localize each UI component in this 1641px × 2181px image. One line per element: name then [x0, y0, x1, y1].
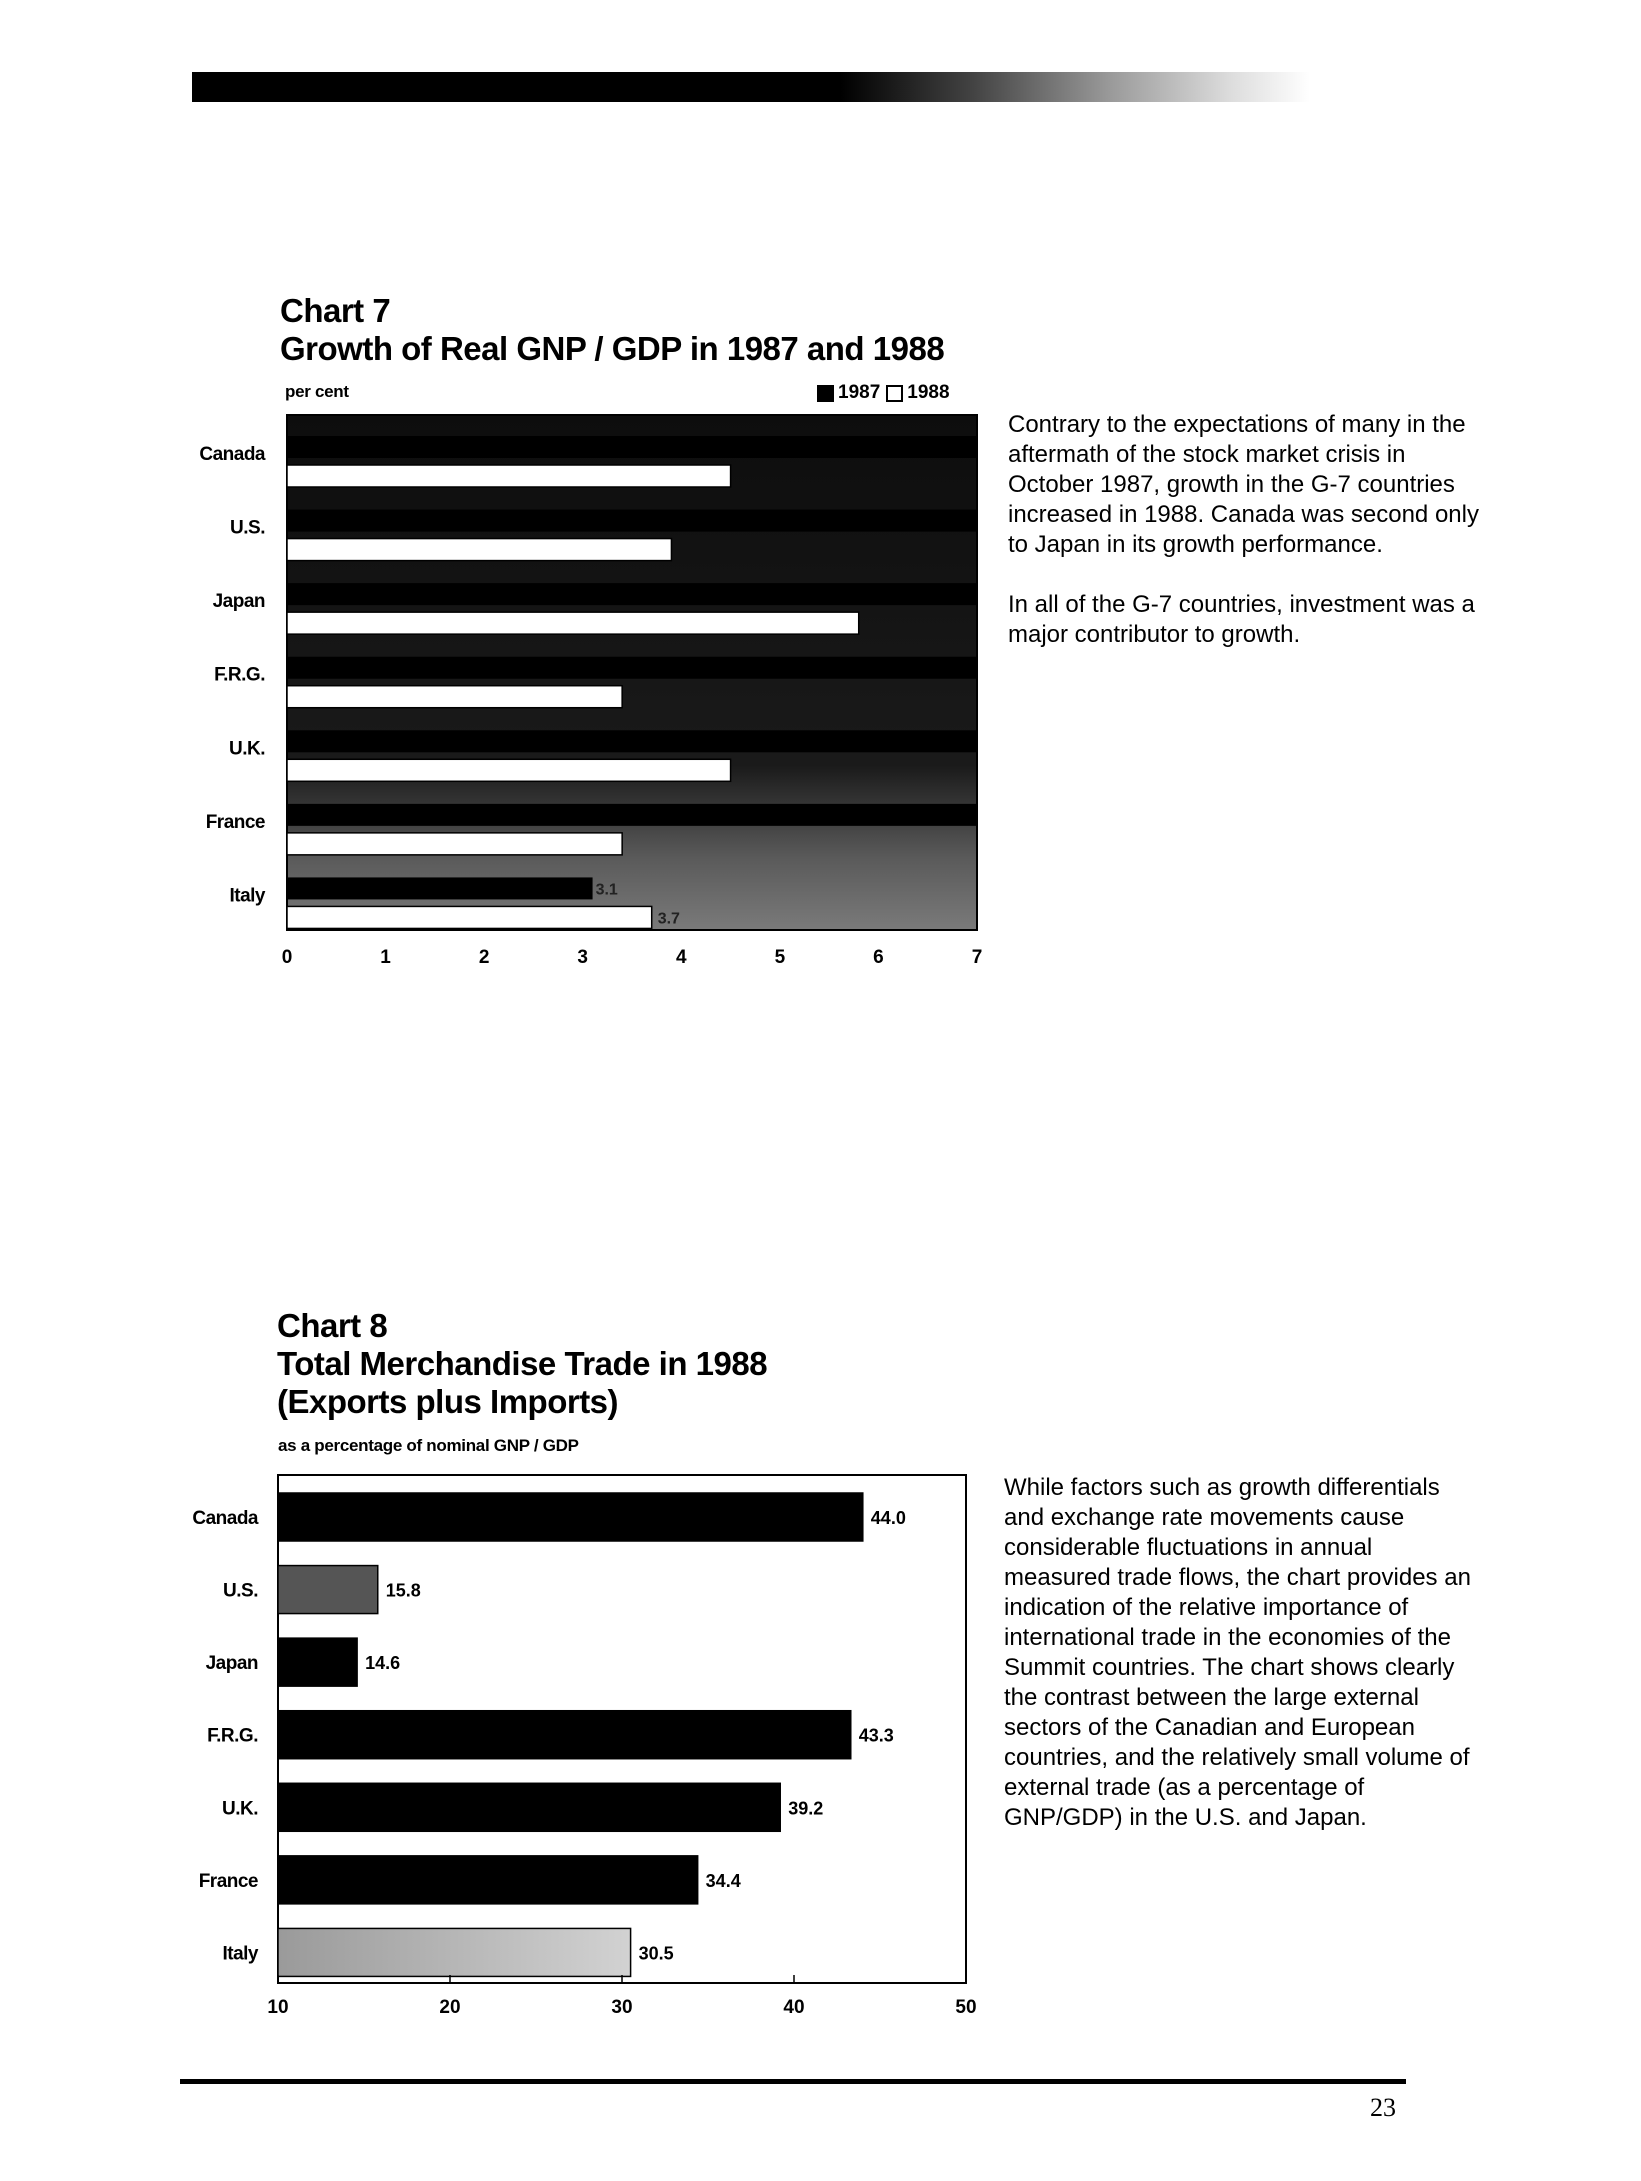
chart8-heading — [277, 1307, 767, 1421]
x-tick-label-0: 0 — [281, 947, 293, 968]
bar-u-s — [278, 1566, 378, 1614]
bar-canada — [278, 1493, 863, 1541]
data-label-1988-italy: 3.7 — [657, 910, 680, 928]
x-tick-label-30: 30 — [611, 1997, 633, 2018]
category-label-canada: Canada — [199, 444, 265, 465]
bar-1988-japan — [287, 612, 859, 634]
chart7-label: Chart 7 — [280, 292, 391, 329]
header-bar — [192, 72, 1310, 102]
chart8-title-line2: (Exports plus Imports) — [277, 1383, 619, 1420]
category-label-u-s: U.S. — [223, 1580, 258, 1602]
chart7-paragraph-2: In all of the G-7 countries, investment was a major contributor to growth. — [1008, 591, 1475, 648]
bar-1988-italy — [287, 906, 652, 928]
chart7-commentary — [1008, 410, 1483, 680]
x-tick-label-4: 4 — [675, 947, 687, 968]
chart7-plot — [170, 405, 1000, 975]
bar-1987-canada — [287, 436, 977, 458]
bar-u-k — [278, 1783, 780, 1831]
page-number: 23 — [1370, 2093, 1396, 2122]
x-tick-label-50: 50 — [955, 1997, 977, 2018]
bar-1988-canada — [287, 465, 731, 487]
x-tick-label-5: 5 — [774, 947, 786, 968]
x-tick-label-40: 40 — [783, 1997, 805, 2018]
bar-japan — [278, 1638, 357, 1686]
bar-1988-u-k — [287, 759, 731, 781]
x-tick-label-10: 10 — [267, 1997, 289, 2018]
bar-1987-italy — [287, 877, 593, 899]
bar-1988-france — [287, 833, 622, 855]
category-label-u-k: U.K. — [222, 1798, 258, 1820]
data-label-france: 34.4 — [705, 1870, 741, 1891]
legend-label-1988: 1988 — [907, 382, 950, 403]
x-tick-label-2: 2 — [478, 947, 490, 968]
chart7-heading — [280, 292, 944, 368]
bar-1987-u-s — [287, 510, 977, 532]
chart8-label: Chart 8 — [277, 1307, 388, 1344]
category-label-u-k: U.K. — [229, 738, 265, 760]
x-tick-label-3: 3 — [577, 947, 589, 968]
category-label-france: France — [198, 1870, 258, 1892]
category-label-canada: Canada — [192, 1508, 258, 1529]
data-label-u-s: 15.8 — [385, 1580, 421, 1601]
data-label-canada: 44.0 — [870, 1508, 906, 1528]
chart7-title: Growth of Real GNP / GDP in 1987 and 1988 — [280, 330, 945, 367]
data-label-japan: 14.6 — [365, 1653, 401, 1674]
category-label-japan: Japan — [212, 591, 265, 613]
category-label-italy: Italy — [229, 885, 265, 907]
legend-swatch-1988 — [886, 385, 903, 402]
category-label-japan: Japan — [205, 1653, 258, 1675]
category-label-italy: Italy — [222, 1943, 258, 1965]
bar-france — [278, 1856, 698, 1904]
data-label-f-r-g: 43.3 — [858, 1725, 894, 1746]
bar-1988-u-s — [287, 539, 671, 561]
category-label-u-s: U.S. — [230, 517, 265, 539]
category-label-f-r-g: F.R.G. — [214, 664, 265, 686]
chart8-subtitle: as a percentage of nominal GNP / GDP — [278, 1436, 579, 1455]
data-label-u-k: 39.2 — [788, 1798, 824, 1819]
bar-1987-f-r-g — [287, 657, 977, 679]
bar-1988-f-r-g — [287, 686, 622, 708]
x-tick-label-7: 7 — [971, 947, 983, 968]
bar-f-r-g — [278, 1711, 851, 1759]
x-tick-label-6: 6 — [873, 947, 884, 968]
data-label-1987-italy: 3.1 — [595, 881, 618, 899]
legend-label-1987: 1987 — [838, 382, 881, 403]
x-tick-label-1: 1 — [380, 947, 391, 968]
category-label-france: France — [205, 811, 265, 833]
chart8-commentary — [1004, 1473, 1479, 1863]
bar-1987-france — [287, 804, 977, 826]
bar-italy — [278, 1928, 631, 1976]
bar-1987-japan — [287, 583, 977, 605]
x-tick-label-20: 20 — [439, 1997, 461, 2018]
chart8-title: Total Merchandise Trade in 1988 — [277, 1345, 768, 1382]
category-label-f-r-g: F.R.G. — [207, 1725, 258, 1747]
bar-1987-u-k — [287, 730, 977, 752]
chart8-paragraph-1: While factors such as growth differentials and exchange rate movements cause considerable fluctuations in annual measured trade flows, the chart provides an indication of the relative importance of international trade in the economies of the Summit countries. The chart shows clearly the contrast between the large external sectors of the Canadian and European countries, and the relatively small volume of external trade (as a percentage of GNP/GDP) in the U.S. and Japan. — [1004, 1474, 1471, 1831]
chart7-paragraph-1: Contrary to the expectations of many in the aftermath of the stock market crisis in October 1987, growth in the G-7 countries increased in 1988. Canada was second only to Japan in its growth performance. — [1008, 411, 1479, 558]
chart8-plot — [170, 1468, 1000, 2028]
legend-swatch-1987 — [817, 385, 834, 402]
chart7-legend — [817, 382, 950, 404]
footer-rule — [180, 2079, 1406, 2084]
chart7-unit-label: per cent — [285, 382, 349, 401]
data-label-italy: 30.5 — [638, 1943, 674, 1964]
